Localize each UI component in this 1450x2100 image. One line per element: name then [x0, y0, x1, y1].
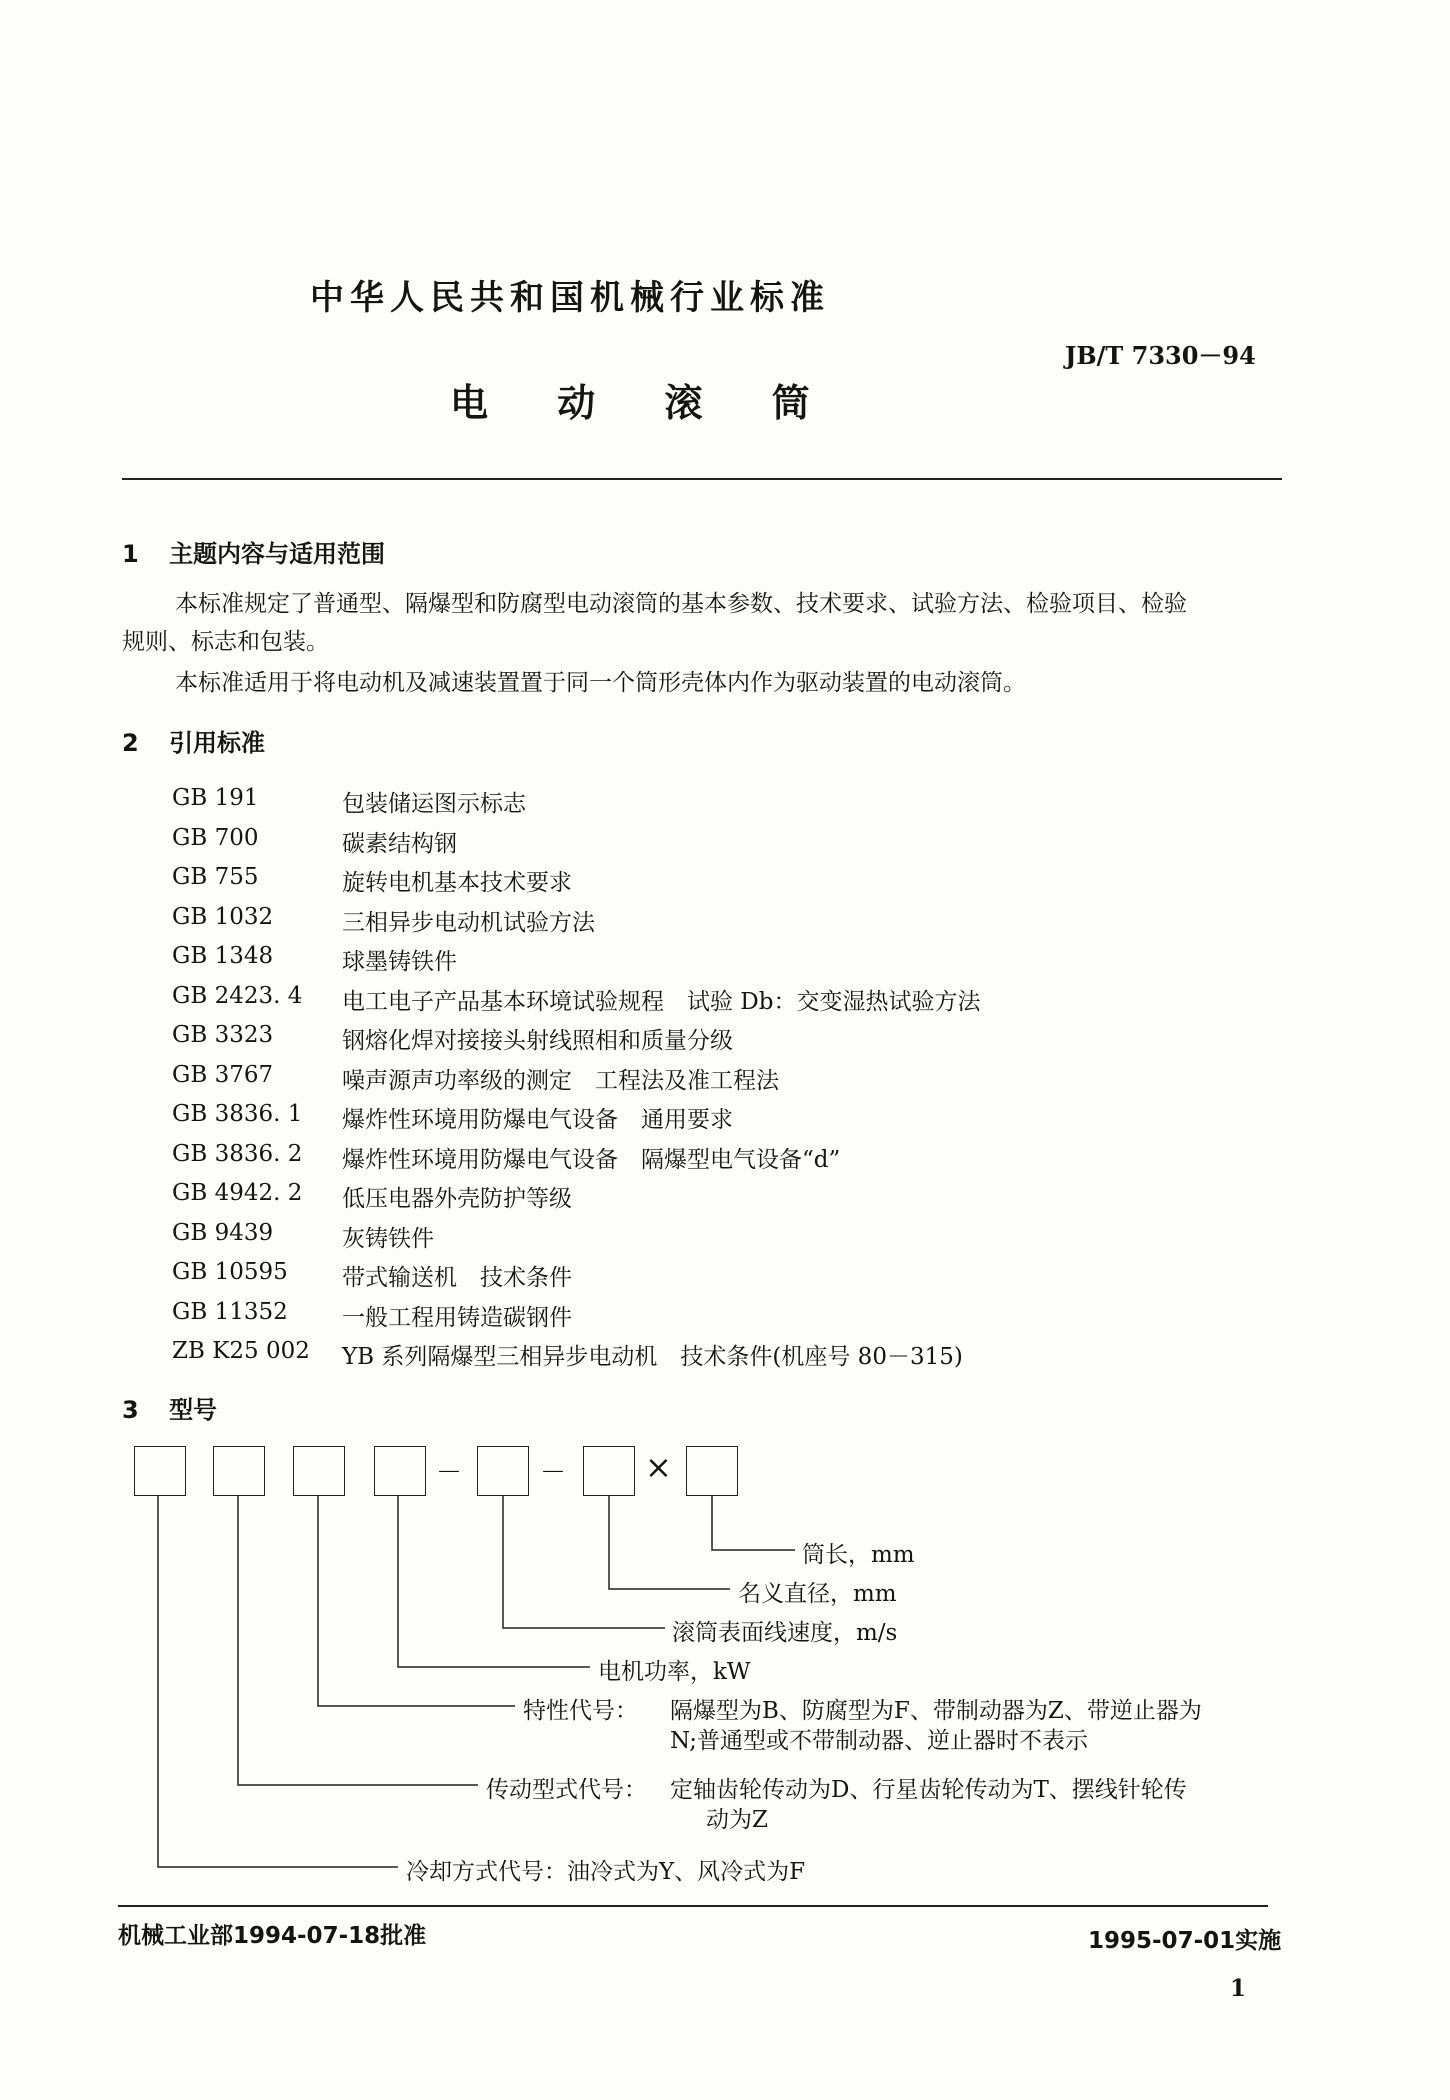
- dash-symbol: －: [436, 1458, 463, 1488]
- reference-title: 噪声源声功率级的测定 工程法及准工程法: [342, 1068, 779, 1094]
- reference-title: 爆炸性环境用防爆电气设备 隔爆型电气设备“d”: [342, 1147, 841, 1173]
- label-drive-line-1: 定轴齿轮传动为D、行星齿轮传动为T、摆线针轮传: [670, 1777, 1187, 1803]
- reference-title: 包装储运图示标志: [342, 791, 526, 817]
- label-power: 电机功率，kW: [598, 1659, 751, 1685]
- label-speed: 滚筒表面线速度，m/s: [672, 1620, 898, 1646]
- effective-date: 1995-07-01实施: [1088, 1928, 1282, 1954]
- reference-title: 低压电器外壳防护等级: [342, 1186, 572, 1212]
- label-feature-title: 特性代号：: [523, 1698, 638, 1724]
- reference-code: GB 1348: [172, 943, 274, 969]
- reference-title: 灰铸铁件: [342, 1226, 434, 1252]
- section-1-paragraph-1-line-2: 规则、标志和包装。: [122, 629, 329, 655]
- reference-code: GB 4942. 2: [172, 1180, 303, 1206]
- reference-code: GB 10595: [172, 1259, 288, 1285]
- label-length: 筒长，mm: [802, 1542, 915, 1568]
- reference-code: GB 11352: [172, 1299, 288, 1325]
- reference-title: 球墨铸铁件: [342, 949, 457, 975]
- label-diameter: 名义直径，mm: [738, 1581, 897, 1607]
- reference-title: 一般工程用铸造碳钢件: [342, 1305, 572, 1331]
- standard-organization-title: 中华人民共和国机械行业标准: [310, 278, 830, 318]
- section-1-paragraph-1-line-1: 本标准规定了普通型、隔爆型和防腐型电动滚筒的基本参数、技术要求、试验方法、检验项目、检验: [175, 591, 1187, 617]
- footer-divider: [118, 1905, 1268, 1907]
- reference-code: GB 3836. 2: [172, 1141, 303, 1167]
- times-symbol: ×: [645, 1448, 672, 1486]
- reference-code: GB 755: [172, 864, 259, 890]
- reference-code: GB 191: [172, 785, 259, 811]
- section-number: 1: [122, 540, 139, 568]
- page-number: 1: [1230, 1975, 1247, 2002]
- section-number: 3: [122, 1396, 139, 1424]
- label-feature-line-1: 隔爆型为B、防腐型为F、带制动器为Z、带逆止器为: [670, 1698, 1202, 1724]
- reference-code: GB 3836. 1: [172, 1101, 303, 1127]
- reference-title: 电工电子产品基本环境试验规程 试验 Db：交变湿热试验方法: [342, 989, 981, 1015]
- reference-code: GB 3323: [172, 1022, 274, 1048]
- reference-code: GB 700: [172, 825, 259, 851]
- reference-title: 碳素结构钢: [342, 831, 457, 857]
- reference-code: GB 3767: [172, 1062, 274, 1088]
- section-number: 2: [122, 729, 139, 757]
- section-title: 主题内容与适用范围: [169, 540, 386, 568]
- reference-title: 爆炸性环境用防爆电气设备 通用要求: [342, 1107, 733, 1133]
- dash-symbol: －: [540, 1458, 567, 1488]
- reference-code: GB 9439: [172, 1220, 274, 1246]
- label-cooling: 冷却方式代号：油冷式为Y、风冷式为F: [406, 1859, 806, 1885]
- standard-code: JB/T 7330－94: [1065, 341, 1256, 370]
- reference-title: YB 系列隔爆型三相异步电动机 技术条件(机座号 80－315): [342, 1344, 963, 1370]
- reference-title: 钢熔化焊对接接头射线照相和质量分级: [342, 1028, 733, 1054]
- section-title: 型号: [169, 1396, 218, 1424]
- section-1-paragraph-2: 本标准适用于将电动机及减速装置置于同一个筒形壳体内作为驱动装置的电动滚筒。: [175, 670, 1026, 696]
- approval-date: 机械工业部1994-07-18批准: [118, 1923, 427, 1949]
- reference-code: GB 2423. 4: [172, 983, 303, 1009]
- reference-title: 带式输送机 技术条件: [342, 1265, 572, 1291]
- reference-code: GB 1032: [172, 904, 274, 930]
- section-title: 引用标准: [169, 729, 266, 757]
- label-drive-title: 传动型式代号：: [486, 1777, 647, 1803]
- reference-title: 三相异步电动机试验方法: [342, 910, 595, 936]
- label-drive-line-2: 动为Z: [706, 1807, 768, 1833]
- reference-code: ZB K25 002: [172, 1338, 310, 1364]
- label-feature-line-2: N;普通型或不带制动器、逆止器时不表示: [670, 1728, 1089, 1754]
- document-title: 电 动 滚 筒: [450, 381, 838, 425]
- reference-title: 旋转电机基本技术要求: [342, 870, 572, 896]
